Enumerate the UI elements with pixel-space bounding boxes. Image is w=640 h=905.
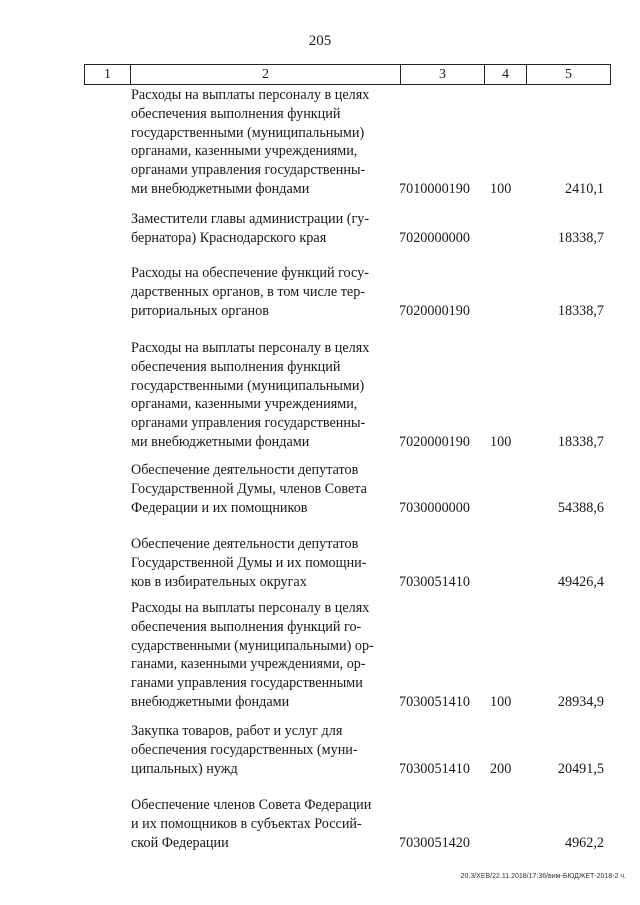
description-line: ков в избирательных округах [131, 573, 307, 590]
description-line: Расходы на обеспечение функций госу- [131, 265, 369, 281]
description-line: Расходы на выплаты персоналу в целях [131, 87, 370, 103]
row-code: 7020000190 [399, 434, 470, 450]
description-line: органами, казенными учреждениями, [131, 396, 358, 413]
row-amount: 18338,7 [557, 229, 604, 246]
description-line: Заместители главы администрации (гу- [131, 211, 370, 227]
description-line: обеспечения государственных (муни- [131, 741, 358, 758]
row-amount: 2410,1 [564, 181, 604, 197]
table-row [0, 264, 640, 320]
row-description [131, 86, 391, 199]
row-amount: 18338,7 [557, 434, 604, 450]
column-header-table [84, 64, 611, 85]
description-line: Обеспечение деятельности депутатов [131, 462, 359, 478]
description-line: ской Федерации [131, 834, 229, 851]
row-expense-type: 200 [490, 760, 512, 777]
row-description [131, 535, 391, 591]
description-line: Обеспечение членов Совета Федерации [131, 797, 372, 813]
column-header-2: 2 [131, 65, 401, 85]
column-header-4: 4 [485, 65, 527, 85]
row-amount: 54388,6 [557, 499, 604, 516]
row-code: 7030000000 [399, 499, 470, 516]
column-header-5: 5 [527, 65, 611, 85]
row-code: 7020000000 [399, 229, 470, 246]
column-header-3: 3 [401, 65, 485, 85]
description-line: ганами управления государственными [131, 675, 363, 692]
description-line: обеспечения выполнения функций [131, 358, 341, 375]
description-line: ми внебюджетными фондами [131, 180, 310, 197]
description-line: органами управления государственны- [131, 415, 366, 432]
row-code: 7030051410 [399, 694, 470, 710]
row-description [131, 722, 391, 778]
row-description [131, 210, 391, 248]
description-line: Закупка товаров, работ и услуг для [131, 723, 343, 739]
row-expense-type: 100 [490, 434, 512, 450]
description-line: ганами, казенными учреждениями, ор- [131, 656, 366, 673]
footer-stamp: 20.3/XEB/22.11.2018/17:36/вим-БЮДЖЕТ-2018-2 ч. [460, 873, 626, 880]
description-line: государственными (муниципальными) [131, 124, 365, 141]
description-line: ми внебюджетными фондами [131, 433, 310, 450]
row-description [131, 339, 391, 452]
row-code: 7010000190 [399, 181, 470, 197]
row-amount: 4962,2 [564, 834, 604, 851]
row-expense-type: 100 [490, 181, 512, 197]
description-line: и их помощников в субъектах Россий- [131, 815, 362, 832]
column-header-1: 1 [85, 65, 131, 85]
row-code: 7020000190 [399, 302, 470, 319]
row-amount: 18338,7 [557, 302, 604, 319]
row-description [131, 461, 391, 517]
table-row [0, 86, 640, 199]
row-expense-type: 100 [490, 694, 512, 710]
description-line: бернатора) Краснодарского края [131, 229, 327, 246]
row-amount: 49426,4 [557, 573, 604, 590]
description-line: Расходы на выплаты персоналу в целях [131, 600, 370, 616]
description-line: внебюджетными фондами [131, 693, 290, 710]
table-row [0, 599, 640, 712]
description-line: Государственной Думы и их помощни- [131, 554, 367, 571]
table-row [0, 461, 640, 517]
row-code: 7030051410 [399, 573, 470, 590]
description-line: Государственной Думы, членов Совета [131, 480, 367, 497]
table-row [0, 796, 640, 852]
table-row [0, 535, 640, 591]
description-line: дарственных органов, в том числе тер- [131, 283, 366, 300]
description-line: обеспечения выполнения функций го- [131, 618, 362, 635]
row-amount: 28934,9 [557, 694, 604, 710]
description-line: Расходы на выплаты персоналу в целях [131, 340, 370, 356]
description-line: органами, казенными учреждениями, [131, 143, 358, 160]
page-number: 205 [308, 33, 332, 49]
row-code: 7030051410 [399, 760, 470, 777]
row-description [131, 264, 391, 320]
description-line: государственными (муниципальными) [131, 377, 365, 394]
table-row [0, 339, 640, 452]
table-row [0, 722, 640, 778]
description-line: риториальных органов [131, 302, 269, 319]
row-description [131, 796, 391, 852]
column-header-row [85, 65, 611, 85]
description-line: Федерации и их помощников [131, 499, 308, 516]
description-line: обеспечения выполнения функций [131, 105, 341, 122]
description-line: Обеспечение деятельности депутатов [131, 536, 359, 552]
description-line: органами управления государственны- [131, 162, 366, 179]
row-code: 7030051420 [399, 834, 470, 851]
table-row [0, 210, 640, 248]
row-amount: 20491,5 [557, 760, 604, 777]
description-line: ципальных) нужд [131, 760, 238, 777]
row-description [131, 599, 391, 712]
description-line: сударственными (муниципальными) ор- [131, 637, 374, 654]
